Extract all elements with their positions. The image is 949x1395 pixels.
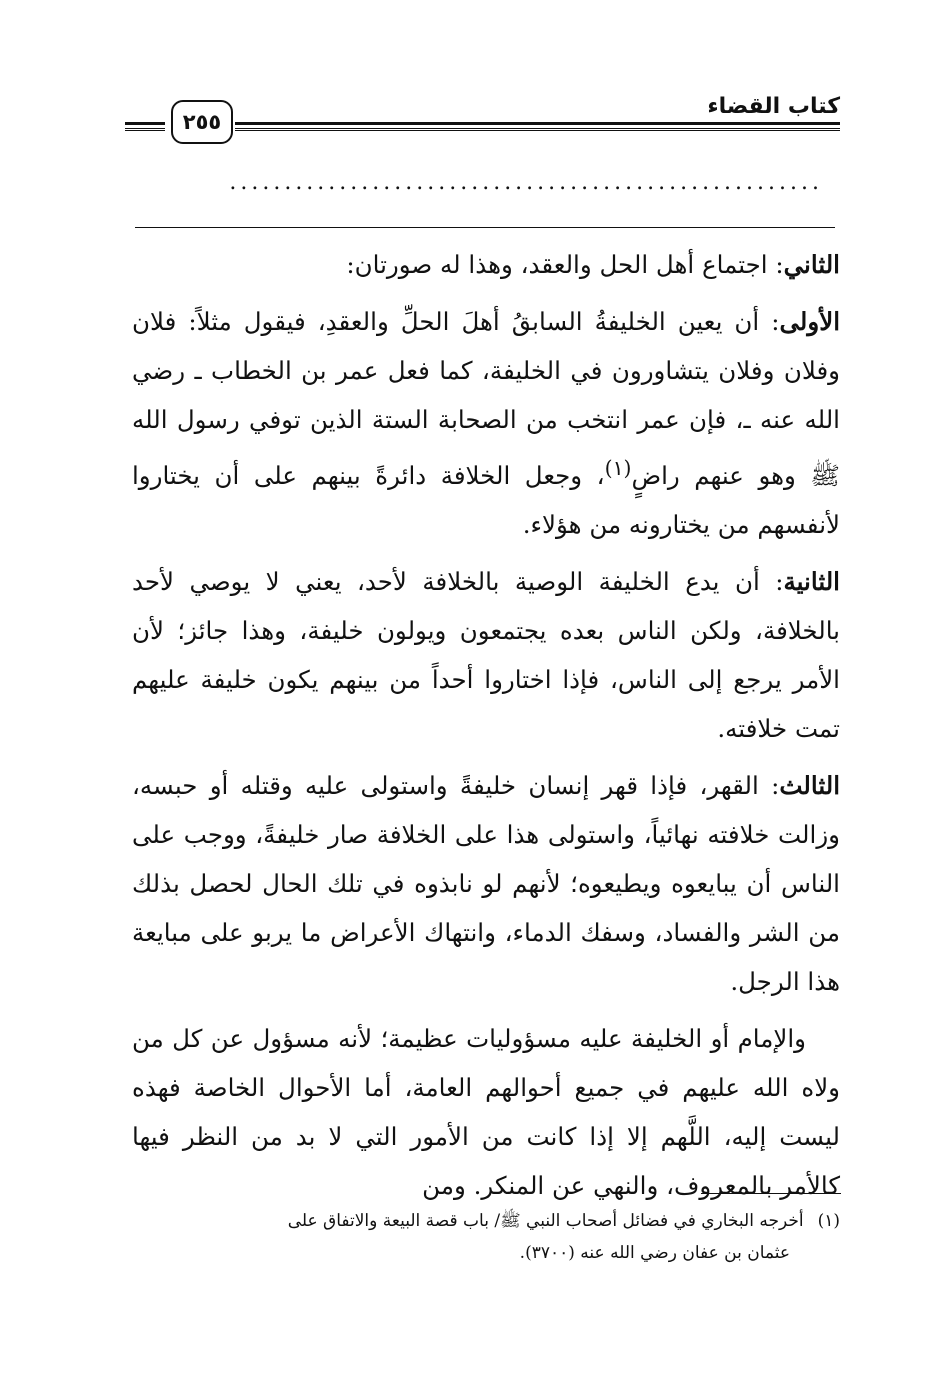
dotted-line: ......................................................	[229, 170, 823, 195]
paragraph	[132, 240, 840, 289]
paragraph-label: الثاني	[783, 250, 840, 279]
paragraph-label: الثالث	[779, 771, 840, 801]
main-text	[132, 240, 840, 1218]
footnote-rule	[701, 1193, 841, 1194]
footnote	[132, 1205, 840, 1269]
header-rule-left	[125, 122, 165, 129]
paragraph-text: : أن يعين الخليفةُ السابقُ أهلَ الحلِّ والعقدِ، فيقول مثلاً: فلان وفلان وفلان يتشاورون في الخليفة، كما فعل عمر بن الخطاب ـ رضي الله عنه ـ، فإن عمر انتخب من الصحابة الستة الذين توفي رسول الله ﷺ وهو عنهم راضٍ	[132, 307, 840, 491]
footnote-ref[interactable]: (١)	[604, 456, 632, 480]
paragraph-text: : القهر، فإذا قهر إنسان خليفةً واستولى عليه وقتله أو حبسه، وزالت خلافته نهائياً، واستولى هذا على الخلافة صار خليفةً، ووجب على الناس أن يبايعوه ويطيعوه؛ لأنهم لو نابذوه في تلك الحال لحصل بذلك من الشر والفساد، وسفك الدماء، وانتهاك الأعراض ما يربو على مبايعة هذا الرجل.	[132, 771, 840, 997]
footnote-text: أخرجه البخاري في فضائل أصحاب النبي ﷺ/ باب قصة البيعة والاتفاق على	[287, 1211, 804, 1231]
page-header	[125, 88, 840, 148]
paragraph-label: الثانية	[783, 567, 840, 597]
header-rule-thin	[235, 130, 840, 131]
page-number: ٢٥٥	[171, 100, 233, 144]
paragraph-label: الأولى	[779, 307, 840, 336]
paragraph-text: : أن يدع الخليفة الوصية بالخلافة لأحد، يعني لا يوصي لأحد بالخلافة، ولكن الناس بعده يجتمعون ويولون خليفة، وهذا جائز؛ لأن الأمر يرجع إلى الناس، فإذا اختاروا أحداً من بينهم يكون خليفة عليهم تمت خلافته.	[132, 567, 840, 744]
footnote-continuation: عثمان بن عفان رضي الله عنه (٣٧٠٠).	[519, 1243, 790, 1263]
paragraph	[132, 557, 840, 753]
paragraph-text: والإمام أو الخليفة عليه مسؤوليات عظيمة؛ لأنه مسؤول عن كل من ولاه الله عليهم في جميع أحوالهم العامة، أما الأحوال الخاصة فهذه ليست إليه، اللَّهم إلا إذا كانت من الأمور التي لا بد من النظر فيها كالأمر بالمعروف، والنهي عن المنكر. ومن	[132, 1024, 840, 1201]
header-rule-left-thin	[125, 130, 165, 131]
paragraph	[132, 1014, 840, 1210]
header-rule	[235, 122, 840, 129]
section-separator	[135, 227, 835, 228]
footnote-marker: (١)	[817, 1211, 840, 1231]
paragraph-text: ، وجعل الخلافة دائرةً بينهم على أن يختاروا لأنفسهم من يختارونه من هؤلاء.	[132, 461, 840, 540]
paragraph	[132, 297, 840, 549]
running-title: كتاب القضاء	[707, 94, 840, 119]
paragraph	[132, 761, 840, 1006]
paragraph-text: : اجتماع أهل الحل والعقد، وهذا له صورتان:	[346, 250, 784, 279]
